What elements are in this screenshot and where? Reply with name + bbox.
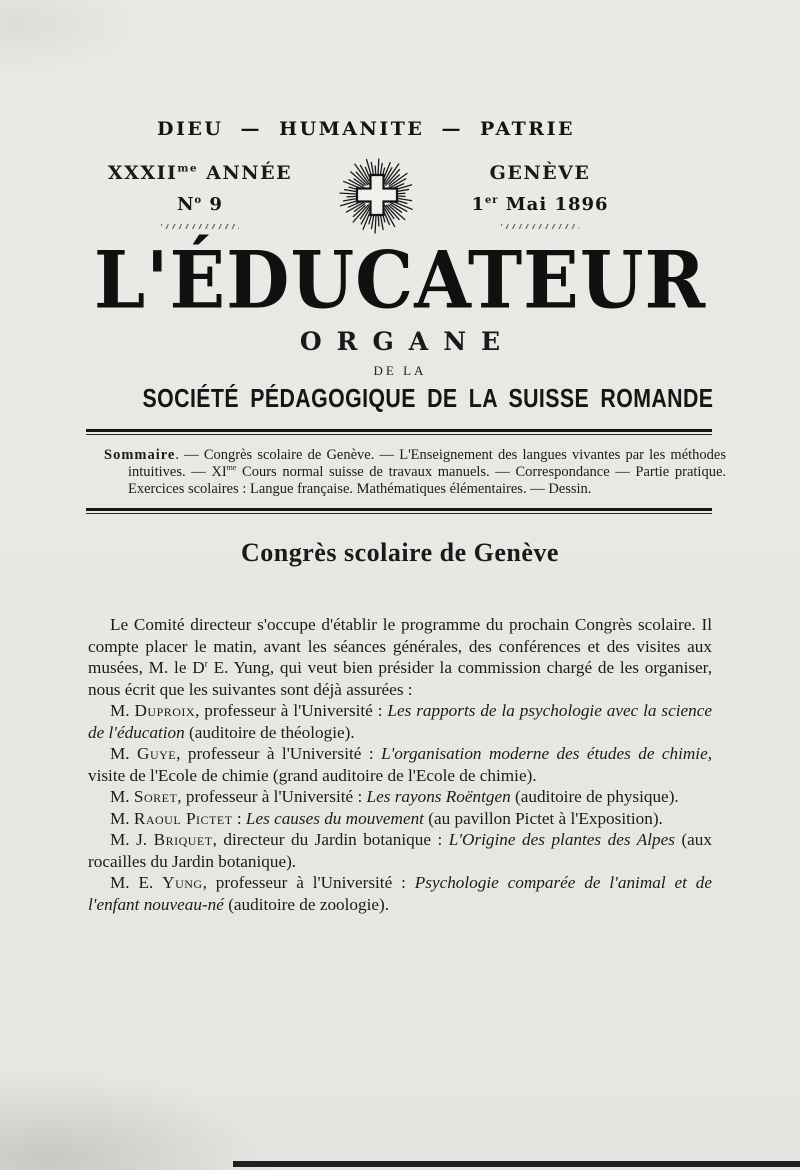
lecture-item — [88, 786, 712, 808]
lecture-mid: , professeur à l'Université : — [176, 744, 382, 763]
lecture-post: visite de l'Ecole de chimie (grand auditoire de l'Ecole de chimie). — [88, 765, 537, 785]
year-word: ANNÉE — [198, 162, 293, 184]
intro-paragraph — [88, 614, 712, 700]
sommaire-paragraph — [104, 447, 726, 497]
lecture-post: (aux rocailles du Jardin botanique). — [88, 830, 712, 871]
lecture-pre: M. E. — [110, 873, 163, 892]
lecture-title: Les rapports de la psychologie avec la science de l'éducation — [88, 701, 712, 742]
sommaire-text-2: Cours normal suisse de travaux manuels. — Correspondance — Partie pratique. Exercices scolaires : Langue française. Mathématiques élémentaires. — Dessin. — [128, 463, 726, 497]
lecturer-name: Soret — [133, 787, 178, 806]
issue-number-line — [85, 194, 315, 215]
lecture-pre: M. — [110, 808, 134, 828]
lecture-pre: M. J. — [110, 830, 154, 849]
intro-text-2: E. Yung, qui veut bien présider la commission chargé de les organiser, nous écrit que les suivantes sont déjà assurées : — [88, 658, 712, 699]
date-superscript: er — [484, 195, 499, 206]
lecture-pre: M. — [110, 701, 135, 720]
header-year-block — [85, 162, 315, 234]
swiss-cross — [357, 175, 397, 215]
lecture-mid: , professeur à l'Université : — [195, 701, 388, 720]
subtitle-societe: SOCIÉTÉ PÉDAGOGIQUE DE LA SUISSE ROMANDE — [142, 383, 714, 413]
lecture-post: (auditoire de zoologie). — [223, 894, 390, 914]
scan-edge-bar — [233, 1161, 800, 1167]
lecture-pre: M. — [110, 787, 134, 806]
lecturer-name: Yung — [162, 873, 203, 892]
squiggle-divider-left — [161, 224, 239, 229]
date-day: 1 — [471, 194, 485, 215]
city-line: GENÈVE — [489, 162, 591, 184]
lecture-item — [88, 808, 712, 830]
lecture-title: L'Origine des plantes des Alpes — [448, 830, 675, 849]
paper-title: L'ÉDUCATEUR — [93, 234, 707, 327]
article-body — [88, 614, 712, 915]
issue-superscript: o — [194, 195, 203, 206]
date-rest: Mai 1896 — [498, 194, 609, 215]
subtitle-organe: ORGANE — [299, 327, 516, 356]
year-superscript: me — [177, 162, 199, 175]
subtitle-de-la: DE LA — [373, 363, 427, 378]
double-rule-top — [86, 429, 712, 436]
issue-label: N — [177, 194, 195, 215]
lecture-item — [88, 872, 712, 915]
lecture-title: L'organisation moderne des études de chimie, — [381, 744, 712, 763]
lecture-item — [88, 700, 712, 743]
lecture-post: (au pavillon Pictet à l'Exposition). — [423, 808, 663, 828]
sommaire-text-1: . — Congrès scolaire de Genève. — L'Enseignement des langues vivantes par les méthodes intuitives. — XI — [128, 447, 726, 480]
year-line — [85, 162, 315, 184]
year-roman: XXXII — [107, 162, 178, 184]
date-line — [450, 194, 630, 215]
lecture-title: Psychologie comparée de l'animal et de l'enfant nouveau-né — [88, 873, 713, 914]
sommaire-label: Sommaire — [104, 447, 176, 463]
lecture-item — [88, 829, 712, 872]
lecturer-name: Guye — [137, 744, 177, 763]
squiggle-divider-right — [501, 224, 579, 229]
lecture-post: (auditoire de physique). — [510, 787, 679, 806]
lecture-title: Les rayons Roëntgen — [366, 787, 511, 806]
lecture-pre: M. — [110, 744, 138, 763]
swiss-cross-sunburst-icon — [332, 150, 422, 240]
intro-superscript: r — [204, 659, 208, 670]
lecturer-name: Duproix — [134, 701, 196, 720]
lecture-item — [88, 743, 712, 786]
double-rule-bottom — [86, 508, 712, 515]
lecture-mid: , directeur du Jardin botanique : — [212, 830, 449, 849]
lecturer-name: Raoul Pictet — [133, 808, 233, 828]
page-motto: DIEU — HUMANITE — PATRIE — [157, 118, 575, 140]
lecturer-name: Briquet — [153, 830, 213, 849]
lecture-mid: , professeur à l'Université : — [202, 873, 415, 892]
issue-number: 9 — [202, 194, 223, 215]
lecture-mid: : — [232, 808, 246, 828]
lecture-mid: , professeur à l'Université : — [177, 787, 367, 806]
lecture-post: (auditoire de théologie). — [184, 722, 355, 742]
sommaire-superscript: me — [226, 462, 237, 472]
header-place-date-block — [450, 162, 630, 234]
lecture-title: Les causes du mouvement — [245, 808, 424, 828]
article-title: Congrès scolaire de Genève — [241, 538, 559, 567]
intro-text-1: Le Comité directeur s'occupe d'établir le programme du prochain Congrès scolaire. Il compte placer le matin, avant les séances générales, des conférences et des visites aux musées, M. le D — [88, 615, 712, 677]
